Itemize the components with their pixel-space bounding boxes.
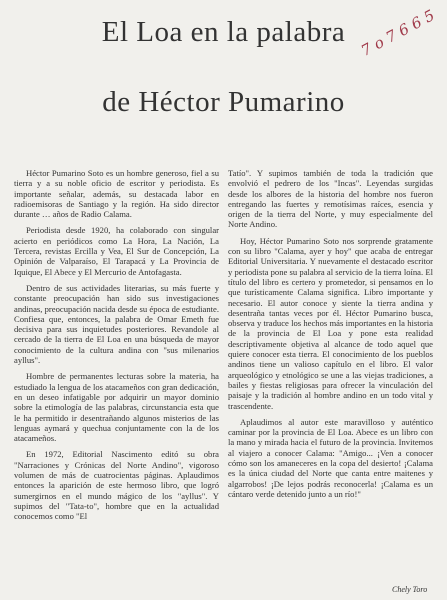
paragraph: Periodista desde 1920, ha colaborado con singular acierto en periódicos como La Hora, La Nación, La Tercera, revistas Ercilla y Vea, El Sur de Concepción, La Opinión de Valparaíso, El Tarapacá y La Provincia de Iquique, El Abece y El Mercurio de Antofagasta. (14, 225, 219, 277)
headline-line-1: El Loa en la palabra (101, 16, 346, 48)
paragraph: En 1972, Editorial Nascimento editó su obra "Narraciones y Crónicas del Norte Andino", vigoroso volumen de más de cuatrocientas páginas. Aplaudimos entonces la aparición de este hermoso libro, que logró sumergirnos en el mundo mágico de los "ayllus". Y supimos del "Tata-to", hombre que en la actualidad conocemos como "El (14, 449, 219, 522)
article-right-column (228, 168, 433, 505)
paragraph: Tatío". Y supimos también de toda la tradición que envolvió el pedrero de los "Incas". Leyendas surgidas desde los albores de la historia del hombre nos fueron entregando las fuertes y remotísimas raíces, esencia y origen de la tierra del Norte, y muy especialmente del Norte Andino. (228, 168, 433, 230)
paragraph: Hombre de permanentes lecturas sobre la materia, ha estudiado la lengua de los atacameños con gran dedicación, en un deseo infatigable por adquirir un mayor dominio sobre la etimología de las palabras, circunstancia esta que le ha permitido ir desentrañando algunos misterios de las lenguas aymará y quechua conjuntamente con la de los atacameños. (14, 371, 219, 444)
paragraph: Dentro de sus actividades literarias, su más fuerte y constante preocupación han sido sus investigaciones andinas, preocupación nacida desde su época de estudiante. Confiesa que, entonces, la palabra de Omar Emeth fue decisiva para sus inquietudes posteriores. Revandole al cercado de la tierra de El Loa en una búsqueda de mayor conocimiento de la cultura andina con "sus milenarios ayllus". (14, 282, 219, 366)
paragraph: Héctor Pumarino Soto es un hombre generoso, fiel a su tierra y a su noble oficio de escritor y periodista. Es importante señalar, además, su destacada labor en radioemisoras de Santiago y la región. Ha sido director durante … años de Radio Calama. (14, 168, 219, 220)
handwritten-note: 7 o 7 6 6 5 (358, 6, 438, 60)
paragraph: Hoy, Héctor Pumarino Soto nos sorprende gratamente con su libro "Calama, ayer y hoy" que acaba de entregar Editorial Universitaria. Y nuevamente el destacado escritor y periodista pone su palabra al servicio de la tierra loína. El título del libro es certero y prometedor, si pensamos en lo que turísticamente Calama significa. Libro importante y necesario. El autor conoce y siente la tierra andina y desentraña tantas veces por él. Héctor Pumarino busca, observa y traduce los hechos más importantes en la historia de la provincia de El Loa y pone esta realidad descriptivamente objetiva al alcance de todo aquel que quiere conocer esta tierra. El conocimiento de los pueblos andinos tiene un valioso capítulo en el libro. El valor arqueológico y etnológico se une a las viejas tradiciones, a bailes y fiestas religiosas para ofrecer la vinculación del paisaje y la tradición al hombre andino en un todo vital y trascendente. (228, 235, 433, 411)
headline-line-2: de Héctor Pumarino (102, 86, 345, 118)
article-left-column (14, 168, 219, 528)
author-byline: Chely Toro (392, 585, 428, 594)
paragraph: Aplaudimos al autor este maravilloso y auténtico caminar por la provincia de El Loa. Abece es un libro con la mano y mirada hacia el futuro de la provincia. Invitemos al viajero a conocer Calama: "Amigo... ¡Ven a conocer cómo son los amaneceres en la copa del desierto! ¡Calama es la única ciudad del Norte que canta entre maitenes y algarrobos! ¡De lejos podrás reconocerla! ¡Calama es un cántaro verde detenido junto a un río!" (228, 416, 433, 499)
